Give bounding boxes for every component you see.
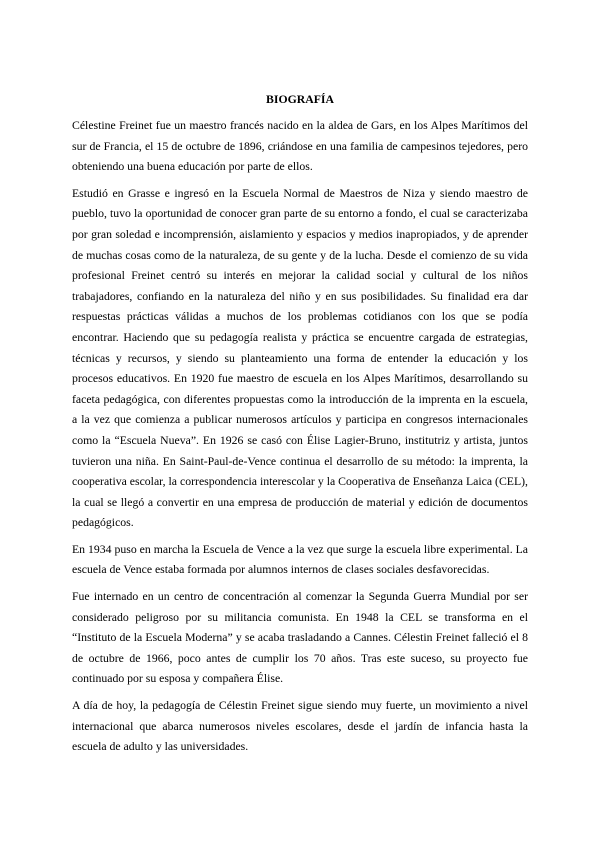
paragraph-vence-school: En 1934 puso en marcha la Escuela de Vence a la vez que surge la escuela libre experimental. La escuela de Vence estaba formada por alumnos internos de clases sociales desfavorecidas. xyxy=(72,542,528,577)
document-body xyxy=(72,93,528,764)
paragraph-intro: Célestine Freinet fue un maestro francés nacido en la aldea de Gars, en los Alpes Marítimos del sur de Francia, el 15 de octubre de 1896, criándose en una familia de campesinos tejedores, pero obteniendo una buena educación por parte de ellos. xyxy=(72,119,528,174)
paragraph-career: Estudió en Grasse e ingresó en la Escuela Normal de Maestros de Niza y siendo maestro de pueblo, tuvo la oportunidad de conocer gran parte de su entorno a fondo, el cual se caracterizaba por gran soledad e incomprensión, aislamiento y espacios y medios inapropiados, y de aprender de muchas cosas como de la naturaleza, de su gente y de la lucha. Desde el comienzo de su vida profesional Freinet centró su interés en mejorar la calidad social y cultural de los niños trabajadores, confiando en la naturaleza del niño y en sus posibilidades. Su finalidad era dar respuestas prácticas válidas a muchos de los problemas cotidianos con los que se podía encontrar. Haciendo que su pedagogía realista y práctica se encuentre cargada de estrategias, técnicas y recursos, y siendo su planteamiento una forma de entender la educación y los procesos educativos. En 1920 fue maestro de escuela en los Alpes Marítimos, desarrollando su faceta pedagógica, con diferentes propuestas como la introducción de la imprenta en la escuela, a la vez que comienza a publicar numerosos artículos y participa en congresos internacionales como la “Escuela Nueva”. En 1926 se casó con Élise Lagier-Bruno, institutriz y artista, juntos tuvieron una niña. En Saint-Paul-de-Vence continua el desarrollo de su método: la imprenta, la cooperativa escolar, la correspondencia interescolar y la Cooperativa de Enseñanza Laica (CEL), la cual se llegó a convertir en una empresa de producción de material y edición de documentos pedagógicos. xyxy=(72,186,528,530)
paragraph-legacy: A día de hoy, la pedagogía de Célestin Freinet sigue siendo muy fuerte, un movimiento a nivel internacional que abarca numerosos niveles escolares, desde el jardín de infancia hasta la escuela de adulto y las universidades. xyxy=(72,699,528,754)
paragraph-later-life: Fue internado en un centro de concentración al comenzar la Segunda Guerra Mundial por ser considerado peligroso por su militancia comunista. En 1948 la CEL se transforma en el “Instituto de la Escuela Moderna” y se acaba trasladando a Cannes. Célestin Freinet falleció el 8 de octubre de 1966, poco antes de cumplir los 70 años. Tras este suceso, su proyecto fue continuado por su esposa y compañera Élise. xyxy=(72,590,528,686)
document-title: BIOGRAFÍA xyxy=(266,93,334,106)
